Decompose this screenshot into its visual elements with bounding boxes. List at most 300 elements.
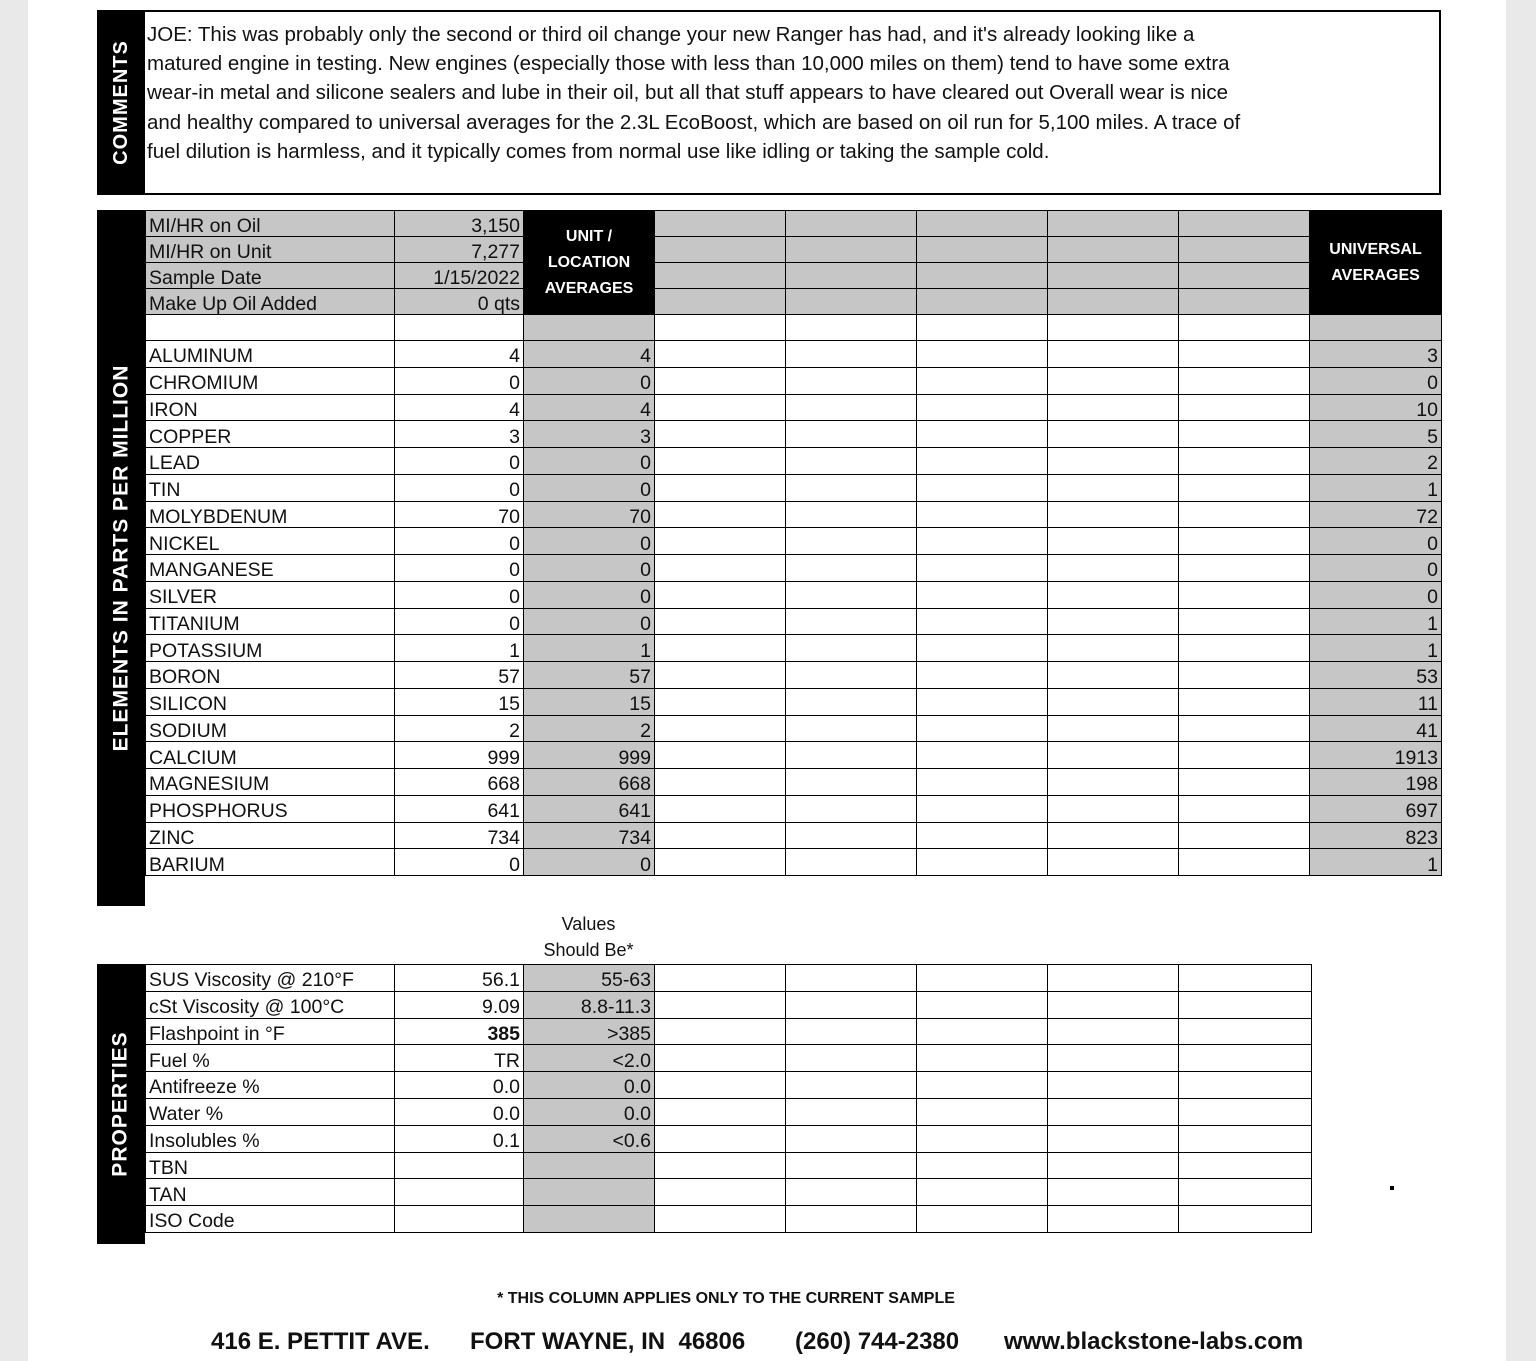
history-cell (655, 421, 786, 448)
element-unit-average: 0 (524, 555, 655, 582)
sample-info-row (146, 263, 1442, 289)
element-unit-average: 999 (524, 742, 655, 769)
elements-sidebar (97, 210, 145, 906)
element-universal-average: 3 (1310, 341, 1442, 368)
element-unit-average: 0 (524, 849, 655, 876)
element-sample-value: 0 (395, 608, 524, 635)
element-row (146, 474, 1442, 501)
spacer-cell (1179, 315, 1310, 341)
property-row (146, 1098, 1312, 1125)
spacer-cell (524, 315, 655, 341)
history-cell (786, 474, 917, 501)
element-universal-average: 1 (1310, 849, 1442, 876)
history-cell (1179, 849, 1310, 876)
history-cell (655, 1098, 786, 1125)
history-cell (786, 822, 917, 849)
comment-line: JOE: This was probably only the second or third oil change your new Ranger has had, and it's already looking like a (147, 23, 1195, 46)
history-cell (1048, 1125, 1179, 1152)
history-cell (655, 1125, 786, 1152)
history-cell (786, 991, 917, 1018)
element-name: SODIUM (146, 715, 395, 742)
history-cell (786, 1072, 917, 1099)
history-cell (655, 263, 786, 289)
history-cell (1048, 555, 1179, 582)
history-cell (917, 688, 1048, 715)
universal-averages-header: UNIVERSAL AVERAGES (1310, 211, 1442, 315)
element-universal-average: 1 (1310, 608, 1442, 635)
history-cell (917, 635, 1048, 662)
history-cell (786, 528, 917, 555)
comments-box (97, 10, 1441, 195)
element-sample-value: 734 (395, 822, 524, 849)
property-value (395, 1179, 524, 1206)
history-cell (786, 394, 917, 421)
comments-text (147, 20, 1307, 166)
property-value: 0.1 (395, 1125, 524, 1152)
property-name: TBN (146, 1152, 395, 1179)
history-cell (1048, 688, 1179, 715)
history-cell (1048, 448, 1179, 475)
elements-label: ELEMENTS IN PARTS PER MILLION (109, 364, 133, 752)
element-universal-average: 697 (1310, 795, 1442, 822)
sample-info-label: Make Up Oil Added (146, 289, 395, 315)
history-cell (1048, 1179, 1179, 1206)
property-should-be (524, 1152, 655, 1179)
history-cell (1179, 1098, 1312, 1125)
history-cell (786, 795, 917, 822)
element-name: BORON (146, 662, 395, 689)
element-row (146, 769, 1442, 796)
history-cell (655, 1179, 786, 1206)
history-cell (917, 991, 1048, 1018)
history-cell (786, 965, 917, 992)
report-page (28, 0, 1506, 1361)
element-name: NICKEL (146, 528, 395, 555)
property-value: 385 (395, 1018, 524, 1045)
history-cell (655, 289, 786, 315)
history-cell (655, 1152, 786, 1179)
history-cell (655, 662, 786, 689)
history-cell (917, 1018, 1048, 1045)
element-row (146, 662, 1442, 689)
element-name: SILICON (146, 688, 395, 715)
element-name: CALCIUM (146, 742, 395, 769)
element-row (146, 421, 1442, 448)
history-cell (655, 991, 786, 1018)
footer-address: 416 E. PETTIT AVE. (211, 1328, 430, 1355)
element-sample-value: 2 (395, 715, 524, 742)
history-cell (786, 501, 917, 528)
history-cell (786, 448, 917, 475)
history-cell (1179, 1018, 1312, 1045)
element-universal-average: 53 (1310, 662, 1442, 689)
history-cell (786, 1206, 917, 1233)
element-universal-average: 1913 (1310, 742, 1442, 769)
history-cell (655, 849, 786, 876)
sample-info-label: Sample Date (146, 263, 395, 289)
history-cell (1048, 421, 1179, 448)
history-cell (1179, 1206, 1312, 1233)
history-cell (655, 211, 786, 237)
history-cell (655, 1045, 786, 1072)
spacer-cell (1310, 315, 1442, 341)
element-row (146, 715, 1442, 742)
element-name: COPPER (146, 421, 395, 448)
element-universal-average: 10 (1310, 394, 1442, 421)
element-name: MANGANESE (146, 555, 395, 582)
history-cell (1048, 991, 1179, 1018)
history-cell (1179, 662, 1310, 689)
history-cell (786, 421, 917, 448)
history-cell (786, 367, 917, 394)
element-universal-average: 0 (1310, 367, 1442, 394)
history-cell (917, 1125, 1048, 1152)
element-sample-value: 3 (395, 421, 524, 448)
element-universal-average: 5 (1310, 421, 1442, 448)
history-cell (1048, 341, 1179, 368)
history-cell (655, 1072, 786, 1099)
history-cell (917, 289, 1048, 315)
history-cell (655, 367, 786, 394)
element-row (146, 528, 1442, 555)
element-unit-average: 0 (524, 448, 655, 475)
element-universal-average: 0 (1310, 581, 1442, 608)
history-cell (1179, 742, 1310, 769)
footer-city: FORT WAYNE, IN 46806 (470, 1328, 746, 1355)
sample-info-value: 3,150 (395, 211, 524, 237)
history-cell (786, 715, 917, 742)
element-sample-value: 0 (395, 448, 524, 475)
history-cell (1048, 635, 1179, 662)
property-should-be: 0.0 (524, 1098, 655, 1125)
property-name: Fuel % (146, 1045, 395, 1072)
element-unit-average: 0 (524, 367, 655, 394)
element-sample-value: 0 (395, 367, 524, 394)
history-cell (917, 849, 1048, 876)
comment-line: matured engine in testing. New engines (especially those with less than 10,000 miles on them) tend to have some extra (147, 52, 1230, 76)
property-value: 0.0 (395, 1072, 524, 1099)
history-cell (655, 501, 786, 528)
element-sample-value: 1 (395, 635, 524, 662)
history-cell (655, 769, 786, 796)
property-row (146, 1125, 1312, 1152)
history-cell (917, 742, 1048, 769)
history-cell (917, 715, 1048, 742)
history-cell (1179, 474, 1310, 501)
history-cell (1179, 1179, 1312, 1206)
property-should-be: 55-63 (524, 965, 655, 992)
history-cell (655, 795, 786, 822)
element-universal-average: 1 (1310, 474, 1442, 501)
history-cell (655, 1206, 786, 1233)
history-cell (917, 394, 1048, 421)
history-cell (786, 555, 917, 582)
property-should-be: 0.0 (524, 1072, 655, 1099)
property-value (395, 1206, 524, 1233)
element-sample-value: 668 (395, 769, 524, 796)
history-cell (786, 289, 917, 315)
element-row (146, 341, 1442, 368)
property-value: 9.09 (395, 991, 524, 1018)
history-cell (917, 341, 1048, 368)
sample-info-row (146, 289, 1442, 315)
element-universal-average: 0 (1310, 528, 1442, 555)
history-cell (1179, 965, 1312, 992)
history-cell (1048, 501, 1179, 528)
history-cell (1179, 211, 1310, 237)
sample-info-label: MI/HR on Unit (146, 237, 395, 263)
element-unit-average: 641 (524, 795, 655, 822)
element-sample-value: 0 (395, 581, 524, 608)
history-cell (917, 528, 1048, 555)
values-should-be-line1: Values (561, 914, 616, 934)
history-cell (917, 965, 1048, 992)
history-cell (1179, 289, 1310, 315)
history-cell (655, 822, 786, 849)
history-cell (786, 1098, 917, 1125)
history-cell (786, 1179, 917, 1206)
history-cell (655, 555, 786, 582)
history-cell (1048, 211, 1179, 237)
sample-info-value: 0 qts (395, 289, 524, 315)
history-cell (1048, 715, 1179, 742)
history-cell (917, 421, 1048, 448)
property-row (146, 1152, 1312, 1179)
history-cell (655, 715, 786, 742)
history-cell (1179, 421, 1310, 448)
element-row (146, 367, 1442, 394)
history-cell (1179, 822, 1310, 849)
comment-line: wear-in metal and silicone sealers and lube in their oil, but all that stuff appears to have cleared out Overall wear is nice (147, 81, 1229, 105)
history-cell (1048, 367, 1179, 394)
property-should-be: 8.8-11.3 (524, 991, 655, 1018)
history-cell (1048, 822, 1179, 849)
history-cell (1179, 1045, 1312, 1072)
comment-line: and healthy compared to universal averages for the 2.3L EcoBoost, which are based on oil run for 5,100 miles. A trace of (147, 110, 1241, 134)
history-cell (786, 1125, 917, 1152)
sample-info-label: MI/HR on Oil (146, 211, 395, 237)
element-unit-average: 4 (524, 394, 655, 421)
history-cell (1179, 448, 1310, 475)
history-cell (786, 742, 917, 769)
element-row (146, 822, 1442, 849)
element-row (146, 849, 1442, 876)
history-cell (655, 394, 786, 421)
history-cell (1048, 1072, 1179, 1099)
history-cell (1179, 991, 1312, 1018)
history-cell (917, 1179, 1048, 1206)
history-cell (917, 211, 1048, 237)
element-sample-value: 70 (395, 501, 524, 528)
history-cell (786, 849, 917, 876)
history-cell (655, 688, 786, 715)
history-cell (786, 341, 917, 368)
element-name: TIN (146, 474, 395, 501)
property-should-be (524, 1206, 655, 1233)
element-universal-average: 1 (1310, 635, 1442, 662)
history-cell (1048, 965, 1179, 992)
history-cell (1048, 289, 1179, 315)
history-cell (917, 1045, 1048, 1072)
element-name: MAGNESIUM (146, 769, 395, 796)
history-cell (1048, 1098, 1179, 1125)
history-cell (1048, 394, 1179, 421)
property-value: TR (395, 1045, 524, 1072)
element-universal-average: 72 (1310, 501, 1442, 528)
history-cell (1179, 635, 1310, 662)
history-cell (1179, 769, 1310, 796)
history-cell (917, 608, 1048, 635)
history-cell (655, 581, 786, 608)
history-cell (1179, 394, 1310, 421)
property-should-be: >385 (524, 1018, 655, 1045)
history-cell (786, 608, 917, 635)
spacer-cell (1048, 315, 1179, 341)
history-cell (1048, 795, 1179, 822)
history-cell (1179, 367, 1310, 394)
history-cell (1048, 608, 1179, 635)
history-cell (917, 795, 1048, 822)
history-cell (786, 237, 917, 263)
history-cell (1179, 608, 1310, 635)
stray-mark (1390, 1186, 1394, 1190)
element-unit-average: 0 (524, 608, 655, 635)
element-name: IRON (146, 394, 395, 421)
element-sample-value: 57 (395, 662, 524, 689)
history-cell (1179, 715, 1310, 742)
history-cell (917, 237, 1048, 263)
history-cell (786, 1152, 917, 1179)
history-cell (655, 608, 786, 635)
history-cell (786, 1045, 917, 1072)
history-cell (655, 341, 786, 368)
element-unit-average: 0 (524, 581, 655, 608)
history-cell (1179, 501, 1310, 528)
history-cell (655, 448, 786, 475)
history-cell (1048, 474, 1179, 501)
history-cell (917, 581, 1048, 608)
history-cell (786, 635, 917, 662)
property-name: ISO Code (146, 1206, 395, 1233)
history-cell (1179, 528, 1310, 555)
element-name: TITANIUM (146, 608, 395, 635)
sample-info-value: 7,277 (395, 237, 524, 263)
sample-note: * THIS COLUMN APPLIES ONLY TO THE CURRENT SAMPLE (497, 1290, 955, 1307)
element-name: ALUMINUM (146, 341, 395, 368)
property-name: Insolubles % (146, 1125, 395, 1152)
comment-line: fuel dilution is harmless, and it typically comes from normal use like idling or taking the sample cold. (147, 139, 1050, 163)
history-cell (786, 211, 917, 237)
element-unit-average: 4 (524, 341, 655, 368)
properties-label: PROPERTIES (109, 1031, 132, 1177)
history-cell (1179, 795, 1310, 822)
element-sample-value: 0 (395, 555, 524, 582)
history-cell (1048, 769, 1179, 796)
history-cell (917, 1072, 1048, 1099)
history-cell (1179, 1152, 1312, 1179)
element-row (146, 394, 1442, 421)
element-name: BARIUM (146, 849, 395, 876)
properties-sidebar (97, 964, 145, 1244)
property-row (146, 1045, 1312, 1072)
history-cell (1048, 1152, 1179, 1179)
history-cell (917, 1206, 1048, 1233)
comments-label: COMMENTS (109, 40, 132, 165)
element-universal-average: 0 (1310, 555, 1442, 582)
element-row (146, 555, 1442, 582)
property-name: TAN (146, 1179, 395, 1206)
history-cell (1048, 581, 1179, 608)
element-unit-average: 734 (524, 822, 655, 849)
history-cell (1179, 581, 1310, 608)
property-should-be: <2.0 (524, 1045, 655, 1072)
element-name: MOLYBDENUM (146, 501, 395, 528)
element-name: PHOSPHORUS (146, 795, 395, 822)
element-unit-average: 70 (524, 501, 655, 528)
history-cell (655, 742, 786, 769)
sample-info-value: 1/15/2022 (395, 263, 524, 289)
spacer-cell (146, 315, 395, 341)
history-cell (1179, 263, 1310, 289)
element-unit-average: 57 (524, 662, 655, 689)
history-cell (655, 474, 786, 501)
footer-website[interactable]: www.blackstone-labs.com (1004, 1328, 1304, 1355)
element-name: LEAD (146, 448, 395, 475)
element-name: SILVER (146, 581, 395, 608)
element-row (146, 608, 1442, 635)
property-value: 0.0 (395, 1098, 524, 1125)
element-unit-average: 3 (524, 421, 655, 448)
element-unit-average: 2 (524, 715, 655, 742)
property-should-be: <0.6 (524, 1125, 655, 1152)
element-unit-average: 0 (524, 474, 655, 501)
property-name: cSt Viscosity @ 100°C (146, 991, 395, 1018)
element-universal-average: 823 (1310, 822, 1442, 849)
history-cell (655, 965, 786, 992)
property-row (146, 1206, 1312, 1233)
element-row (146, 448, 1442, 475)
unit-location-averages-header: UNIT / LOCATION AVERAGES (524, 211, 655, 315)
element-universal-average: 41 (1310, 715, 1442, 742)
element-name: POTASSIUM (146, 635, 395, 662)
history-cell (1048, 849, 1179, 876)
history-cell (1179, 341, 1310, 368)
element-row (146, 795, 1442, 822)
element-sample-value: 0 (395, 849, 524, 876)
values-should-be-line2: Should Be* (543, 940, 634, 960)
property-row (146, 991, 1312, 1018)
spacer-cell (395, 315, 524, 341)
history-cell (1048, 742, 1179, 769)
element-universal-average: 198 (1310, 769, 1442, 796)
element-row (146, 688, 1442, 715)
element-row (146, 581, 1442, 608)
history-cell (917, 1152, 1048, 1179)
history-cell (1048, 1018, 1179, 1045)
element-sample-value: 15 (395, 688, 524, 715)
property-value (395, 1152, 524, 1179)
element-name: CHROMIUM (146, 367, 395, 394)
history-cell (917, 263, 1048, 289)
history-cell (655, 1018, 786, 1045)
history-cell (917, 555, 1048, 582)
element-universal-average: 11 (1310, 688, 1442, 715)
spacer-row (146, 315, 1442, 341)
elements-table (145, 210, 1442, 876)
element-sample-value: 0 (395, 474, 524, 501)
values-should-be-header (523, 911, 654, 963)
element-row (146, 501, 1442, 528)
